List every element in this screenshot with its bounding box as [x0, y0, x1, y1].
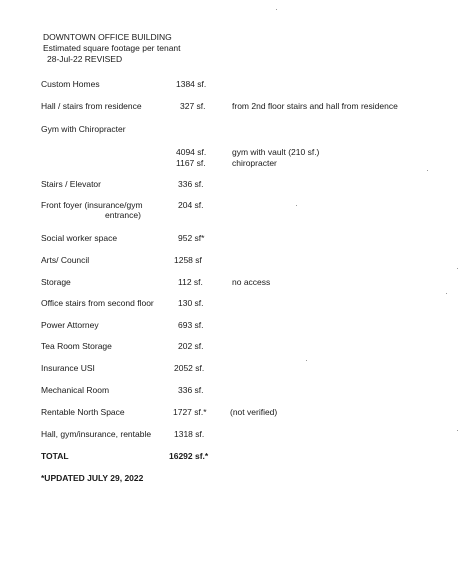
row-label: Tea Room Storage [41, 341, 112, 351]
row-label: Power Attorney [41, 320, 99, 330]
row-value: 336 sf. [178, 385, 204, 395]
scan-speck [306, 360, 307, 361]
total-label: TOTAL [41, 451, 69, 461]
row-value: 1727 sf.* [173, 407, 207, 417]
row-note: from 2nd floor stairs and hall from residence [232, 101, 398, 111]
scan-speck [276, 9, 277, 10]
scan-speck [457, 430, 458, 431]
row-label: Hall, gym/insurance, rentable [41, 429, 152, 439]
scan-speck [457, 268, 458, 269]
scan-speck [427, 170, 428, 171]
row-label: Gym with Chiropracter [41, 124, 126, 134]
row-value: 952 sf* [178, 233, 205, 243]
row-label: Arts/ Council [41, 255, 90, 265]
row-label: Office stairs from second floor [41, 298, 154, 308]
row-value: 1167 sf. [176, 158, 206, 168]
row-label: Hall / stairs from residence [41, 101, 142, 111]
row-value: 1318 sf. [174, 429, 205, 439]
row-value: 327 sf. [180, 101, 206, 111]
row-value: 336 sf. [178, 179, 204, 189]
row-note: gym with vault (210 sf.) [232, 147, 320, 157]
row-label: Social worker space [41, 233, 118, 243]
row-value: 112 sf. [178, 277, 203, 287]
row-value: 4094 sf. [176, 147, 207, 157]
row-label: Custom Homes [41, 79, 100, 89]
row-value: 1258 sf [174, 255, 202, 265]
doc-title: DOWNTOWN OFFICE BUILDING [43, 32, 172, 42]
row-value: 202 sf. [178, 341, 204, 351]
row-label: Rentable North Space [41, 407, 125, 417]
row-value: 130 sf. [178, 298, 204, 308]
row-label: Insurance USI [41, 363, 95, 373]
row-value: 1384 sf. [176, 79, 207, 89]
scan-speck [446, 293, 447, 294]
row-label [41, 200, 143, 220]
total-value: 16292 sf.* [169, 451, 209, 461]
row-label-line1: Front foyer (insurance/gym [41, 200, 143, 210]
row-note: (not verified) [230, 407, 278, 417]
row-note: chiropracter [232, 158, 277, 168]
row-label: Mechanical Room [41, 385, 110, 395]
row-note: no access [232, 277, 271, 287]
updated-note: *UPDATED JULY 29, 2022 [41, 473, 144, 483]
row-label: Storage [41, 277, 71, 287]
row-value: 204 sf. [178, 200, 204, 210]
row-value: 693 sf. [178, 320, 204, 330]
row-label: Stairs / Elevator [41, 179, 101, 189]
doc-subtitle: Estimated square footage per tenant [43, 43, 181, 53]
row-label-line2: entrance) [105, 210, 141, 221]
scan-speck [296, 205, 297, 206]
row-value: 2052 sf. [174, 363, 205, 373]
doc-date: 28-Jul-22 REVISED [47, 54, 123, 64]
